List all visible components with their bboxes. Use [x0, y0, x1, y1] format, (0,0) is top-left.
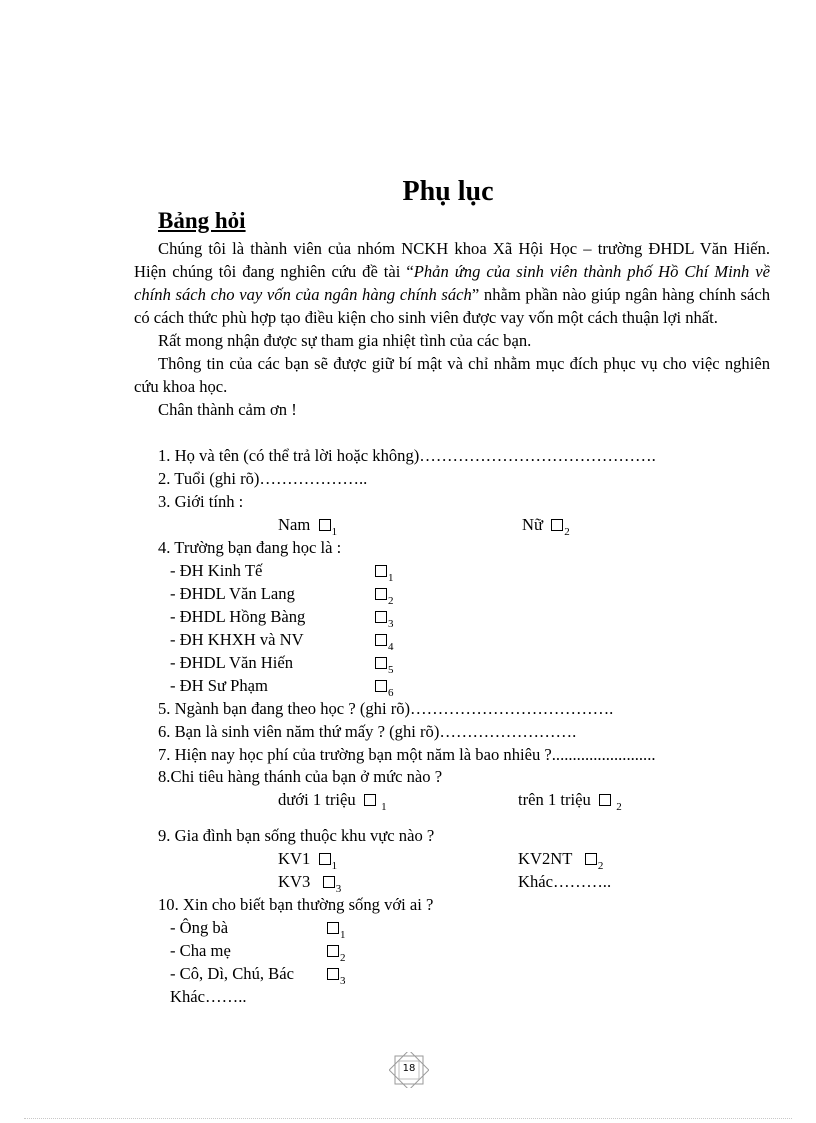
- intro-paragraph-4: Chân thành cảm ơn !: [158, 400, 297, 419]
- page-title: Phụ lục: [402, 176, 494, 207]
- living-option: - Ông bà: [170, 918, 229, 937]
- living-option-other: Khác……..: [170, 987, 247, 1006]
- intro-paragraph-3: Thông tin của các bạn sẽ được giữ bí mật và chỉ nhằm mục đích phục vụ cho việc nghiên cứu khoa học.: [134, 354, 770, 396]
- question-9-label: 9. Gia đình bạn sống thuộc khu vực nào ?: [158, 826, 435, 845]
- school-option: - ĐHDL Văn Hiến: [170, 653, 294, 672]
- checkbox[interactable]: [375, 611, 387, 623]
- checkbox[interactable]: [375, 565, 387, 577]
- checkbox[interactable]: [599, 794, 611, 806]
- section-heading: Bảng hỏi: [158, 208, 246, 233]
- question-4-label: 4. Trường bạn đang học là :: [158, 538, 342, 557]
- intro-paragraph-1: Chúng tôi là thành viên của nhóm NCKH khoa Xã Hội Học – trường ĐHDL Văn Hiến. Hiện chúng tôi đang nghiên cứu đề tài “Phản ứng của sinh viên thành phố Hồ Chí Minh về chính sách cho vay vốn của ngân hàng chính sách” nhằm phần nào giúp ngân hàng chính sách có cách thức phù hợp tạo điều kiện cho sinh viên được vay vốn một cách thuận lợi nhất.: [134, 239, 771, 327]
- school-checkbox: 3: [375, 605, 394, 631]
- option-nu: Nữ $_2$: [522, 515, 570, 538]
- living-option: - Cô, Dì, Chú, Bác: [170, 964, 294, 983]
- question-5: 5. Ngành bạn đang theo học ? (ghi rõ)……………………………….: [158, 699, 614, 718]
- option-duoi-1-trieu: dưới 1 triệu $_1$: [278, 790, 387, 813]
- option-nam: Nam $_1$: [278, 515, 338, 538]
- living-checkbox: 2: [327, 939, 346, 965]
- option-other: Khác………..: [518, 872, 612, 891]
- school-checkbox: 1: [375, 559, 394, 585]
- school-option: - ĐHDL Hồng Bàng: [170, 607, 306, 626]
- intro-paragraph-2: Rất mong nhận được sự tham gia nhiệt tình của các bạn.: [158, 331, 532, 350]
- school-option: - ĐHDL Văn Lang: [170, 584, 295, 603]
- checkbox[interactable]: [319, 519, 331, 531]
- checkbox[interactable]: [375, 588, 387, 600]
- school-checkbox: 5: [375, 651, 394, 677]
- school-option: - ĐH Kinh Tế: [170, 561, 263, 580]
- checkbox[interactable]: [585, 853, 597, 865]
- living-option: - Cha mẹ: [170, 941, 231, 960]
- living-checkbox: 1: [327, 916, 346, 942]
- checkbox[interactable]: [375, 657, 387, 669]
- page-divider: [24, 1118, 792, 1119]
- checkbox[interactable]: [551, 519, 563, 531]
- question-3-label: 3. Giới tính :: [158, 492, 244, 511]
- school-checkbox: 4: [375, 628, 394, 654]
- option-tren-1-trieu: trên 1 triệu $_2$: [518, 790, 622, 813]
- question-6: 6. Bạn là sinh viên năm thứ mấy ? (ghi rõ)…………………….: [158, 722, 577, 741]
- option-kv1: KV1 $_1$: [278, 849, 338, 872]
- question-2: 2. Tuổi (ghi rõ)………………..: [158, 469, 368, 488]
- checkbox[interactable]: [375, 634, 387, 646]
- checkbox[interactable]: [319, 853, 331, 865]
- checkbox[interactable]: [327, 968, 339, 980]
- school-option: - ĐH Sư Phạm: [170, 676, 268, 695]
- school-checkbox: 6: [375, 674, 394, 700]
- question-7: 7. Hiện nay học phí của trường bạn một năm là bao nhiêu ?.........................: [158, 745, 656, 764]
- checkbox[interactable]: [327, 922, 339, 934]
- school-checkbox: 2: [375, 582, 394, 608]
- question-8-label: 8.Chi tiêu hàng thánh của bạn ở mức nào ?: [158, 767, 443, 786]
- checkbox[interactable]: [323, 876, 335, 888]
- checkbox[interactable]: [364, 794, 376, 806]
- question-10-label: 10. Xin cho biết bạn thường sống với ai ?: [158, 895, 434, 914]
- living-checkbox: 3: [327, 962, 346, 988]
- option-kv2nt: KV2NT $_2$: [518, 849, 604, 872]
- checkbox[interactable]: [327, 945, 339, 957]
- question-1: 1. Họ và tên (có thể trả lời hoặc không)…………………………………….: [158, 446, 656, 465]
- option-kv3: KV3 $_3$: [278, 872, 342, 895]
- intro-text: [134, 237, 770, 421]
- page-number: 18: [402, 1063, 416, 1074]
- checkbox[interactable]: [375, 680, 387, 692]
- school-option: - ĐH KHXH và NV: [170, 630, 304, 649]
